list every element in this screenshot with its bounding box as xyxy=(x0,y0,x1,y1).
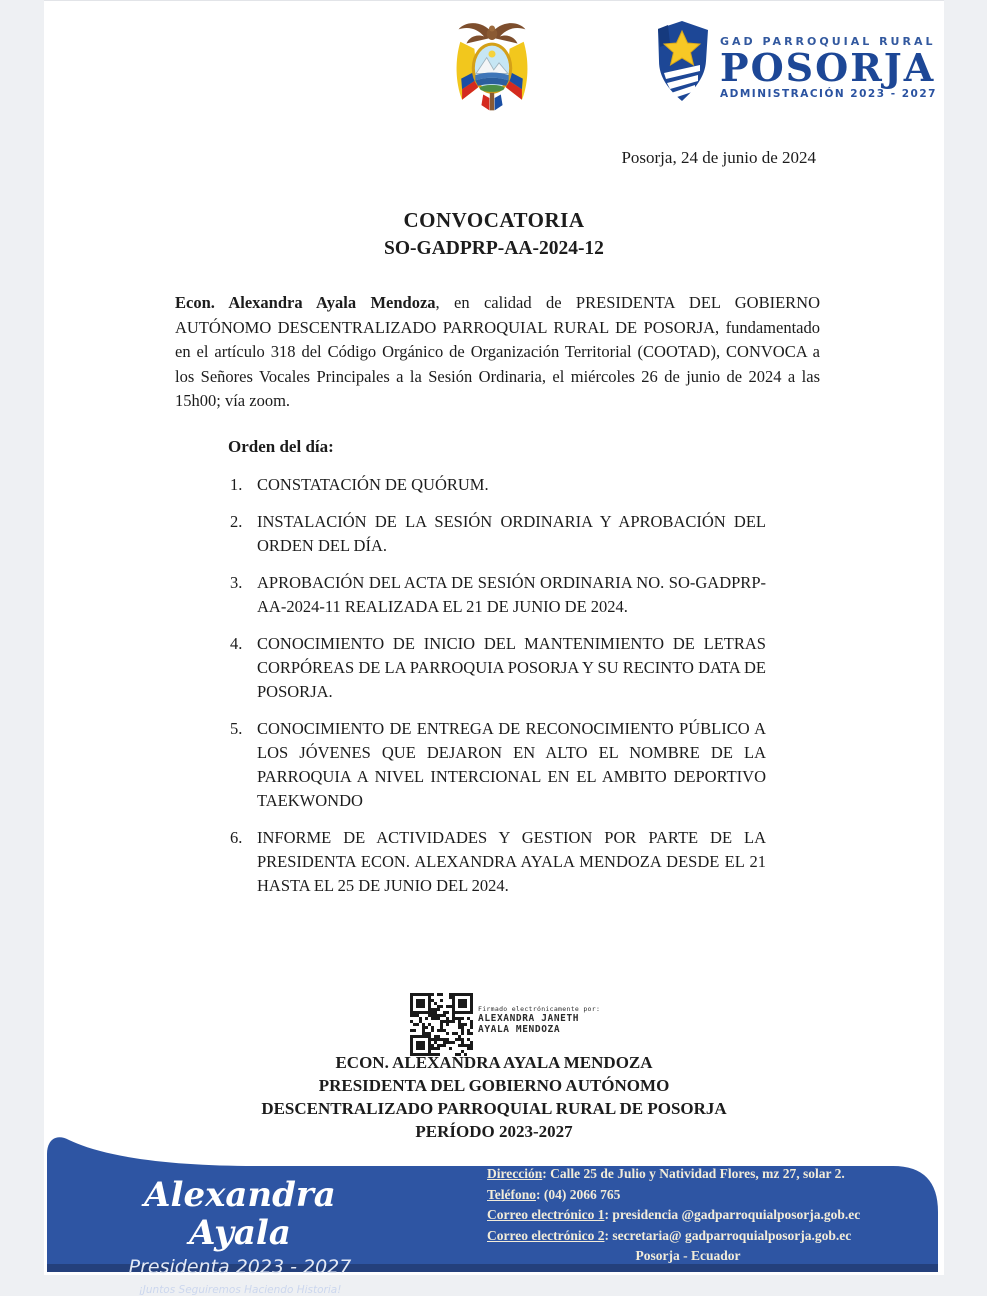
signature-name: ECON. ALEXANDRA AYALA MENDOZA xyxy=(335,1053,653,1072)
date-line: Posorja, 24 de junio de 2024 xyxy=(621,148,816,167)
agenda-list xyxy=(230,473,766,911)
agenda-item-text: APROBACIÓN DEL ACTA DE SESIÓN ORDINARIA NO. SO-GADPRP- AA-2024-11 REALIZADA EL 21 DE JUNIO DE 2024. xyxy=(257,573,766,616)
title-reference-code: SO-GADPRP-AA-2024-12 xyxy=(384,238,604,259)
agenda-item-number: 1. xyxy=(230,475,243,494)
footer-script-name: Alexandra Ayala xyxy=(144,1175,336,1253)
contact-address-label: Dirección xyxy=(487,1166,543,1181)
agenda-item-number: 6. xyxy=(230,828,243,847)
agenda-item-text: CONSTATACIÓN DE QUÓRUM. xyxy=(257,475,489,494)
signature-period: PERÍODO 2023-2027 xyxy=(415,1122,573,1141)
ecuador-coat-of-arms-icon xyxy=(448,17,536,121)
footer-band xyxy=(47,1132,938,1296)
contact-email-2 xyxy=(487,1226,889,1247)
agenda-item-text: CONOCIMIENTO DE ENTREGA DE RECONOCIMIENTO PÚBLICO A LOS JÓVENES QUE DEJARON EN ALTO EL NOMBRE DE LA PARROQUIA A NIVEL INTERCIONAL EN EL AMBITO DEPORTIVO TAEKWONDO xyxy=(257,719,766,810)
document-title xyxy=(44,205,944,262)
qr-code xyxy=(410,993,473,1056)
logo-tagline: GAD PARROQUIAL RURAL xyxy=(720,35,936,48)
contact-phone-label: Teléfono xyxy=(487,1186,537,1202)
agenda-item-text: CONOCIMIENTO DE INICIO DEL MANTENIMIENTO DE LETRAS CORPÓREAS DE LA PARROQUIA POSORJA Y SU RECINTO DATA DE POSORJA. xyxy=(257,634,766,701)
agenda-item-number: 5. xyxy=(230,719,243,738)
footer-location: Posorja - Ecuador xyxy=(635,1248,741,1263)
agenda-item xyxy=(230,473,766,497)
contact-email-1 xyxy=(487,1205,889,1226)
esign-name-line1: ALEXANDRA JANETH xyxy=(478,1013,580,1024)
footer-identity xyxy=(105,1176,375,1296)
contact-email2-label: Correo electrónico 2 xyxy=(487,1227,605,1243)
contact-email1-label: Correo electrónico 1 xyxy=(487,1207,605,1222)
logo-administration: ADMINISTRACIÓN 2023 - 2027 xyxy=(720,88,937,100)
intro-author-name: Econ. Alexandra Ayala Mendoza xyxy=(175,293,436,312)
contact-phone xyxy=(487,1185,889,1206)
agenda-item xyxy=(230,571,766,619)
logo-name: POSORJA xyxy=(720,45,936,90)
agenda-item-text: INSTALACIÓN DE LA SESIÓN ORDINARIA Y APROBACIÓN DEL ORDEN DEL DÍA. xyxy=(257,512,766,555)
signature-role-line2: DESCENTRALIZADO PARROQUIAL RURAL DE POSORJA xyxy=(261,1099,727,1118)
contact-address xyxy=(487,1164,889,1185)
agenda-item-number: 3. xyxy=(230,573,243,592)
contact-email2-value: : secretaria@ gadparroquialposorja.gob.ec xyxy=(604,1227,852,1243)
footer-contact xyxy=(487,1164,889,1267)
posorja-shield-icon xyxy=(654,21,710,111)
contact-address-value: : Calle 25 de Julio y Natividad Flores, mz 27, solar 2. xyxy=(542,1166,845,1181)
electronic-signature-stamp xyxy=(410,993,600,1056)
signature-role-line1: PRESIDENTA DEL GOBIERNO AUTÓNOMO xyxy=(318,1076,670,1095)
agenda-item-text: INFORME DE ACTIVIDADES Y GESTION POR PARTE DE LA PRESIDENTA ECON. ALEXANDRA AYALA MENDOZA DESDE EL 21 HASTA EL 25 DE JUNIO DEL 2024. xyxy=(257,828,766,895)
agenda-item xyxy=(230,632,766,704)
contact-phone-value: : (04) 2066 765 xyxy=(536,1186,621,1202)
document-page xyxy=(44,0,944,1296)
agenda-item xyxy=(230,510,766,558)
posorja-logo xyxy=(654,21,937,113)
agenda-item xyxy=(230,717,766,813)
agenda-item xyxy=(230,826,766,898)
esign-note: Firmado electrónicamente por: xyxy=(478,1005,601,1013)
esign-text xyxy=(478,993,600,1035)
esign-name-line2: AYALA MENDOZA xyxy=(478,1024,561,1035)
footer-slogan: ¡Juntos Seguiremos Haciendo Historia! xyxy=(138,1284,342,1296)
contact-email1-value: : presidencia @gadparroquialposorja.gob.ec xyxy=(604,1207,861,1222)
intro-text: , en calidad de PRESIDENTA DEL GOBIERNO AUTÓNOMO DESCENTRALIZADO PARROQUIAL RURAL DE POSORJA, fundamentado en el artículo 318 del Código Orgánico de Organización Territorial (COOTAD), CONVOCA a los Señores Vocales Principales a la Sesión Ordinaria, el miércoles 26 de junio de 2024 a las 15h00; vía zoom. xyxy=(175,293,820,410)
footer-role: Presidenta 2023 - 2027 xyxy=(128,1256,352,1278)
agenda-heading: Orden del día: xyxy=(228,437,334,456)
agenda-item-number: 4. xyxy=(230,634,243,653)
intro-paragraph xyxy=(175,291,820,414)
signature-block xyxy=(44,1051,944,1143)
title-convocatoria: CONVOCATORIA xyxy=(403,208,585,232)
agenda-item-number: 2. xyxy=(230,512,243,531)
